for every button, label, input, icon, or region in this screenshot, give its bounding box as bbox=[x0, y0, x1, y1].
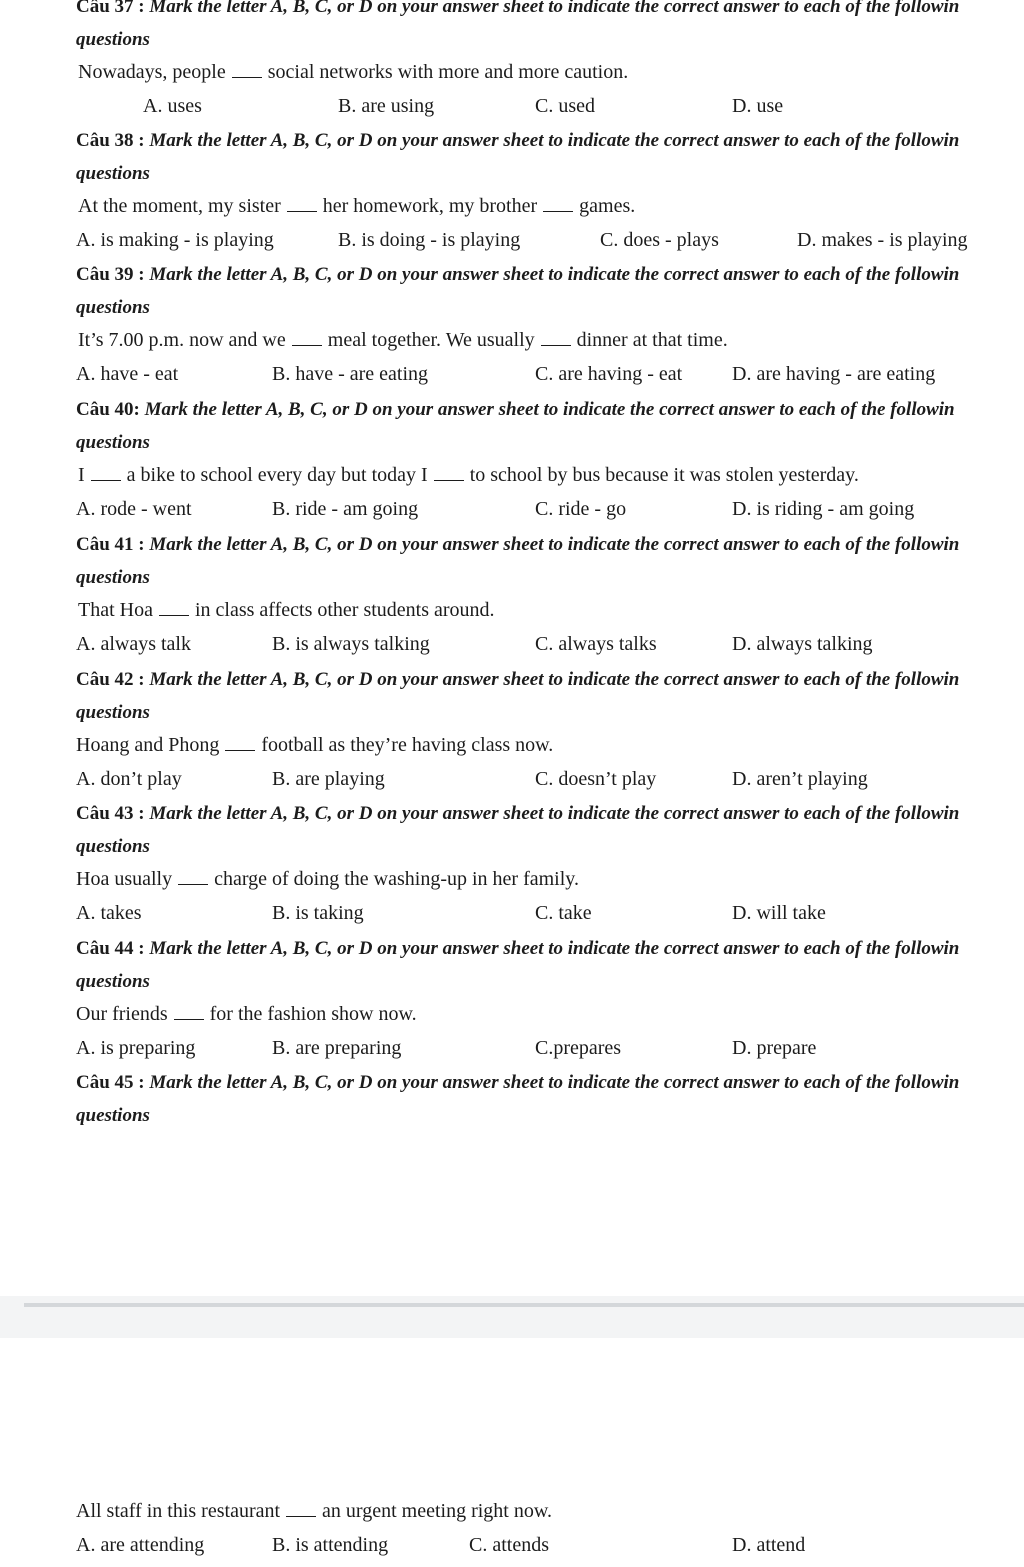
option-b[interactable]: B. are using bbox=[338, 95, 435, 117]
option-a[interactable]: A. takes bbox=[76, 902, 142, 924]
question-45 bbox=[0, 1072, 1024, 1132]
question-stem bbox=[78, 195, 635, 218]
answer-blank bbox=[541, 331, 571, 346]
question-number: Câu 41 : bbox=[76, 534, 145, 555]
stem-part: dinner at that time. bbox=[576, 329, 728, 351]
option-d[interactable]: D. use bbox=[732, 95, 784, 117]
option-c[interactable]: C. doesn’t play bbox=[535, 768, 657, 790]
answer-blank bbox=[287, 197, 317, 212]
answer-blank bbox=[543, 197, 573, 212]
answer-blank bbox=[174, 1005, 204, 1020]
question-instruction bbox=[76, 938, 1024, 960]
option-b[interactable]: B. have - are eating bbox=[272, 363, 429, 385]
option-c[interactable]: C. are having - eat bbox=[535, 363, 683, 385]
option-d[interactable]: D. attend bbox=[732, 1534, 806, 1556]
option-c[interactable]: C. always talks bbox=[535, 633, 657, 655]
option-b[interactable]: B. is always talking bbox=[272, 633, 430, 655]
question-instruction bbox=[76, 803, 1024, 825]
question-stem bbox=[76, 868, 579, 891]
stem-part: That Hoa bbox=[78, 599, 153, 621]
stem-part: games. bbox=[579, 195, 636, 217]
question-41 bbox=[0, 534, 1024, 668]
instruction-continuation: questions bbox=[76, 836, 150, 857]
question-39 bbox=[0, 264, 1024, 398]
option-c[interactable]: C. does - plays bbox=[600, 229, 719, 251]
stem-part: charge of doing the washing-up in her family. bbox=[214, 868, 579, 890]
question-number: Câu 43 : bbox=[76, 803, 145, 824]
answer-blank bbox=[292, 331, 322, 346]
option-a[interactable]: A. uses bbox=[143, 95, 202, 117]
stem-part: I bbox=[78, 464, 85, 486]
question-number: Câu 44 : bbox=[76, 938, 145, 959]
instruction-text: Mark the letter A, B, C, or D on your answer sheet to indicate the correct answer to each of the followin bbox=[149, 1072, 960, 1093]
instruction-continuation: questions bbox=[76, 971, 150, 992]
option-b[interactable]: B. is doing - is playing bbox=[338, 229, 521, 251]
question-number: Câu 40: bbox=[76, 399, 140, 420]
stem-part: a bike to school every day but today I bbox=[126, 464, 428, 486]
question-number: Câu 39 : bbox=[76, 264, 145, 285]
answer-blank bbox=[232, 63, 262, 78]
option-c[interactable]: C. ride - go bbox=[535, 498, 627, 520]
instruction-text: Mark the letter A, B, C, or D on your answer sheet to indicate the correct answer to each of the followin bbox=[149, 938, 960, 959]
question-45-body bbox=[0, 1435, 1024, 1567]
stem-part: All staff in this restaurant bbox=[76, 1500, 281, 1522]
instruction-text: Mark the letter A, B, C, or D on your answer sheet to indicate the correct answer to each of the followin bbox=[149, 130, 960, 151]
question-instruction bbox=[76, 669, 1024, 691]
instruction-continuation: questions bbox=[76, 1105, 150, 1126]
option-a[interactable]: A. are attending bbox=[76, 1534, 205, 1556]
answer-blank bbox=[91, 466, 121, 481]
option-a[interactable]: A. rode - went bbox=[76, 498, 192, 520]
question-stem bbox=[76, 1500, 552, 1523]
question-stem bbox=[76, 734, 553, 757]
stem-part: her homework, my brother bbox=[322, 195, 538, 217]
option-b[interactable]: B. is attending bbox=[272, 1534, 389, 1556]
question-number: Câu 45 : bbox=[76, 1072, 145, 1093]
answer-blank bbox=[159, 601, 189, 616]
option-b[interactable]: B. is taking bbox=[272, 902, 364, 924]
question-stem bbox=[78, 329, 728, 352]
answer-blank bbox=[286, 1502, 316, 1517]
question-38 bbox=[0, 130, 1024, 264]
stem-part: social networks with more and more caution. bbox=[267, 61, 629, 83]
question-number: Câu 42 : bbox=[76, 669, 145, 690]
option-a[interactable]: A. always talk bbox=[76, 633, 191, 655]
question-40 bbox=[0, 399, 1024, 533]
instruction-text: Mark the letter A, B, C, or D on your answer sheet to indicate the correct answer to each of the followin bbox=[149, 803, 960, 824]
question-instruction bbox=[76, 399, 1024, 421]
question-stem bbox=[78, 61, 628, 84]
option-a[interactable]: A. is preparing bbox=[76, 1037, 196, 1059]
instruction-continuation: questions bbox=[76, 567, 150, 588]
question-instruction bbox=[76, 534, 1024, 556]
question-44 bbox=[0, 938, 1024, 1072]
option-a[interactable]: A. don’t play bbox=[76, 768, 182, 790]
instruction-text: Mark the letter A, B, C, or D on your answer sheet to indicate the correct answer to each of the followin bbox=[149, 264, 960, 285]
stem-part: Hoa usually bbox=[76, 868, 173, 890]
stem-part: meal together. We usually bbox=[327, 329, 535, 351]
option-d[interactable]: D. aren’t playing bbox=[732, 768, 868, 790]
stem-part: It’s 7.00 p.m. now and we bbox=[78, 329, 286, 351]
stem-part: an urgent meeting right now. bbox=[322, 1500, 552, 1522]
option-b[interactable]: B. are preparing bbox=[272, 1037, 402, 1059]
question-stem bbox=[78, 599, 495, 622]
stem-part: in class affects other students around. bbox=[194, 599, 495, 621]
instruction-text: Mark the letter A, B, C, or D on your answer sheet to indicate the correct answer to each of the followin bbox=[149, 534, 960, 555]
instruction-text: Mark the letter A, B, C, or D on your answer sheet to indicate the correct answer to each of the followin bbox=[149, 669, 960, 690]
question-instruction bbox=[76, 0, 1024, 18]
instruction-text: Mark the letter A, B, C, or D on your answer sheet to indicate the correct answer to each of the followin bbox=[144, 399, 955, 420]
stem-part: for the fashion show now. bbox=[209, 1003, 417, 1025]
option-a[interactable]: A. have - eat bbox=[76, 363, 179, 385]
question-43 bbox=[0, 803, 1024, 937]
option-b[interactable]: B. ride - am going bbox=[272, 498, 419, 520]
instruction-continuation: questions bbox=[76, 432, 150, 453]
question-number: Câu 38 : bbox=[76, 130, 145, 151]
answer-blank bbox=[225, 736, 255, 751]
instruction-text: Mark the letter A, B, C, or D on your answer sheet to indicate the correct answer to each of the followin bbox=[149, 0, 960, 17]
instruction-continuation: questions bbox=[76, 702, 150, 723]
question-stem bbox=[78, 464, 859, 487]
instruction-continuation: questions bbox=[76, 163, 150, 184]
option-c[interactable]: C. attends bbox=[469, 1534, 549, 1556]
stem-part: football as they’re having class now. bbox=[261, 734, 554, 756]
stem-part: Our friends bbox=[76, 1003, 168, 1025]
question-42 bbox=[0, 669, 1024, 803]
answer-blank bbox=[434, 466, 464, 481]
question-instruction bbox=[76, 130, 1024, 152]
stem-part: Nowadays, people bbox=[78, 61, 226, 83]
stem-part: At the moment, my sister bbox=[78, 195, 281, 217]
option-d[interactable]: D. will take bbox=[732, 902, 826, 924]
question-37 bbox=[0, 0, 1024, 130]
option-d[interactable]: D. is riding - am going bbox=[732, 498, 915, 520]
option-d[interactable]: D. makes - is playing bbox=[797, 229, 968, 251]
stem-part: to school by bus because it was stolen yesterday. bbox=[469, 464, 859, 486]
option-c[interactable]: C. used bbox=[535, 95, 595, 117]
page-break-divider bbox=[24, 1303, 1024, 1307]
option-a[interactable]: A. is making - is playing bbox=[76, 229, 274, 251]
option-d[interactable]: D. are having - are eating bbox=[732, 363, 936, 385]
question-stem bbox=[76, 1003, 417, 1026]
question-number: Câu 37 : bbox=[76, 0, 145, 17]
option-b[interactable]: B. are playing bbox=[272, 768, 385, 790]
option-c[interactable]: C. take bbox=[535, 902, 592, 924]
question-instruction bbox=[76, 1072, 1024, 1094]
option-c[interactable]: C.prepares bbox=[535, 1037, 622, 1059]
option-d[interactable]: D. prepare bbox=[732, 1037, 817, 1059]
option-d[interactable]: D. always talking bbox=[732, 633, 873, 655]
instruction-continuation: questions bbox=[76, 29, 150, 50]
instruction-continuation: questions bbox=[76, 297, 150, 318]
question-instruction bbox=[76, 264, 1024, 286]
answer-blank bbox=[178, 870, 208, 885]
stem-part: Hoang and Phong bbox=[76, 734, 220, 756]
